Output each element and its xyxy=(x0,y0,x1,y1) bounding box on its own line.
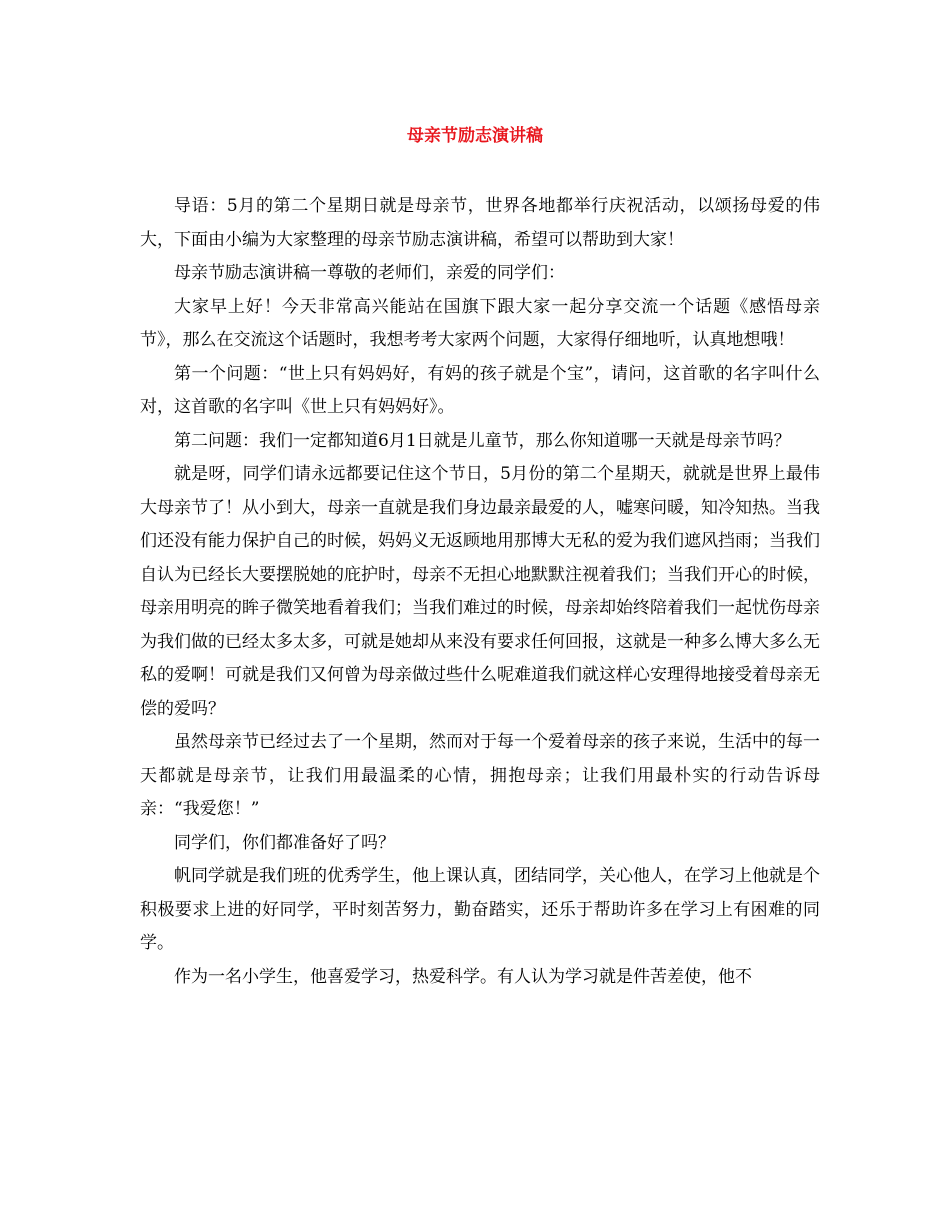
paragraph-question-one: 第一个问题：“世上只有妈妈好，有妈的孩子就是个宝”，请问，这首歌的名字叫什么对，这首歌的名字叫《世上只有妈妈好》。 xyxy=(140,363,820,417)
document-title: 母亲节励志演讲稿 xyxy=(407,126,543,146)
paragraph-opening: 大家早上好！今天非常高兴能站在国旗下跟大家一起分享交流一个话题《感悟母亲节》，那么在交流这个话题时，我想考考大家两个问题，大家得仔细地听，认真地想哦！ xyxy=(140,296,820,350)
paragraph-every-day: 虽然母亲节已经过去了一个星期，然而对于每一个爱着母亲的孩子来说，生活中的每一天都就是母亲节，让我们用最温柔的心情，拥抱母亲；让我们用最朴实的行动告诉母亲：“我爱您！” xyxy=(140,732,820,819)
paragraph-study: 作为一名小学生，他喜爱学习，热爱科学。有人认为学习就是件苦差使，他不 xyxy=(174,966,752,987)
paragraph-intro: 导语：5月的第二个星期日就是母亲节，世界各地都举行庆祝活动，以颂扬母爱的伟大，下面由小编为大家整理的母亲节励志演讲稿，希望可以帮助到大家！ xyxy=(140,196,820,250)
document-body xyxy=(140,190,820,994)
paragraph-greeting: 母亲节励志演讲稿一尊敬的老师们，亲爱的同学们： xyxy=(174,263,565,283)
paragraph-ready: 同学们，你们都准备好了吗？ xyxy=(174,832,395,853)
paragraph-question-two: 第二问题：我们一定都知道6月1日就是儿童节，那么你知道哪一天就是母亲节吗？ xyxy=(174,430,791,451)
paragraph-main: 就是呀，同学们请永远都要记住这个节日，5月份的第二个星期天，就就是世界上最伟大母亲节了！从小到大，母亲一直就是我们身边最亲最爱的人，嘘寒问暖，知冷知热。当我们还没有能力保护自己的时候，妈妈义无返顾地用那博大无私的爱为我们遮风挡雨；当我们自认为已经长大要摆脱她的庇护时，母亲不无担心地默默注视着我们；当我们开心的时候，母亲用明亮的眸子微笑地看着我们；当我们难过的时候，母亲却始终陪着我们一起忧伤母亲为我们做的已经太多太多，可就是她却从来没有要求任何回报，这就是一种多么博大多么无私的爱啊！可就是我们又何曾为母亲做过些什么呢难道我们就这样心安理得地接受着母亲无偿的爱吗？ xyxy=(140,464,820,719)
paragraph-student: 帆同学就是我们班的优秀学生，他上课认真，团结同学，关心他人，在学习上他就是个积极要求上进的好同学，平时刻苦努力，勤奋踏实，还乐于帮助许多在学习上有困难的同学。 xyxy=(140,866,820,953)
